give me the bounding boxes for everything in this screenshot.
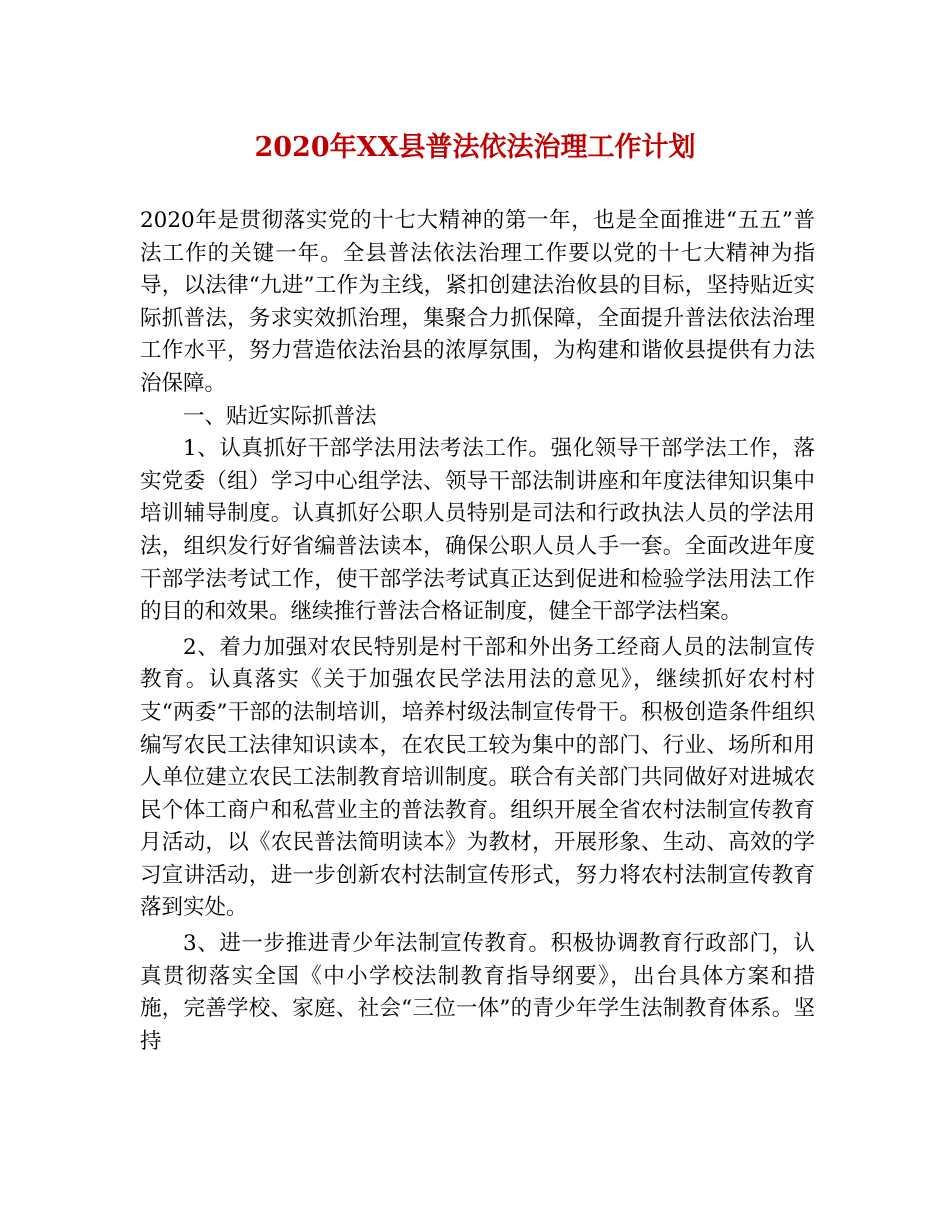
paragraph-item-3: 3、进一步推进青少年法制宣传教育。积极协调教育行政部门，认真贯彻落实全国《中小学校法制教育指导纲要》，出台具体方案和措施，完善学校、家庭、社会“三位一体”的青少年学生法制教育体系。坚持 — [140, 931, 815, 1054]
paragraph-item-1: 1、认真抓好干部学法用法考法工作。强化领导干部学法工作，落实党委（组）学习中心组学法、领导干部法制讲座和年度法律知识集中培训辅导制度。认真抓好公职人员特别是司法和行政执法人员的学法用法，组织发行好省编普法读本，确保公职人员人手一套。全面改进年度干部学法考试工作，使干部学法考试真正达到促进和检验学法用法工作的目的和效果。继续推行普法合格证制度，健全干部学法档案。 — [140, 436, 815, 625]
document-body — [140, 205, 815, 1058]
document-title: 2020年XX县普法依法治理工作计划 — [254, 132, 696, 163]
intro-paragraph: 2020年是贯彻落实党的十七大精神的第一年，也是全面推进“五五”普法工作的关键一年。全县普法依法治理工作要以党的十七大精神为指导，以法律“九进”工作为主线，紧扣创建法治攸县的目标，坚持贴近实际抓普法，务求实效抓治理，集聚合力抓保障，全面提升普法依法治理工作水平，努力营造依法治县的浓厚氛围，为构建和谐攸县提供有力法治保障。 — [140, 208, 815, 396]
paragraph-item-2: 2、着力加强对农民特别是村干部和外出务工经商人员的法制宣传教育。认真落实《关于加强农民学法用法的意见》，继续抓好农村村支“两委”干部的法制培训，培养村级法制宣传骨干。积极创造条件组织编写农民工法律知识读本，在农民工较为集中的部门、行业、场所和用人单位建立农民工法制教育培训制度。联合有关部门共同做好对进城农民个体工商户和私营业主的普法教育。组织开展全省农村法制宣传教育月活动，以《农民普法简明读本》为教材，开展形象、生动、高效的学习宣讲活动，进一步创新农村法制宣传形式，努力将农村法制宣传教育落到实处。 — [140, 634, 815, 921]
section-heading: 一、贴近实际抓普法 — [183, 403, 377, 429]
